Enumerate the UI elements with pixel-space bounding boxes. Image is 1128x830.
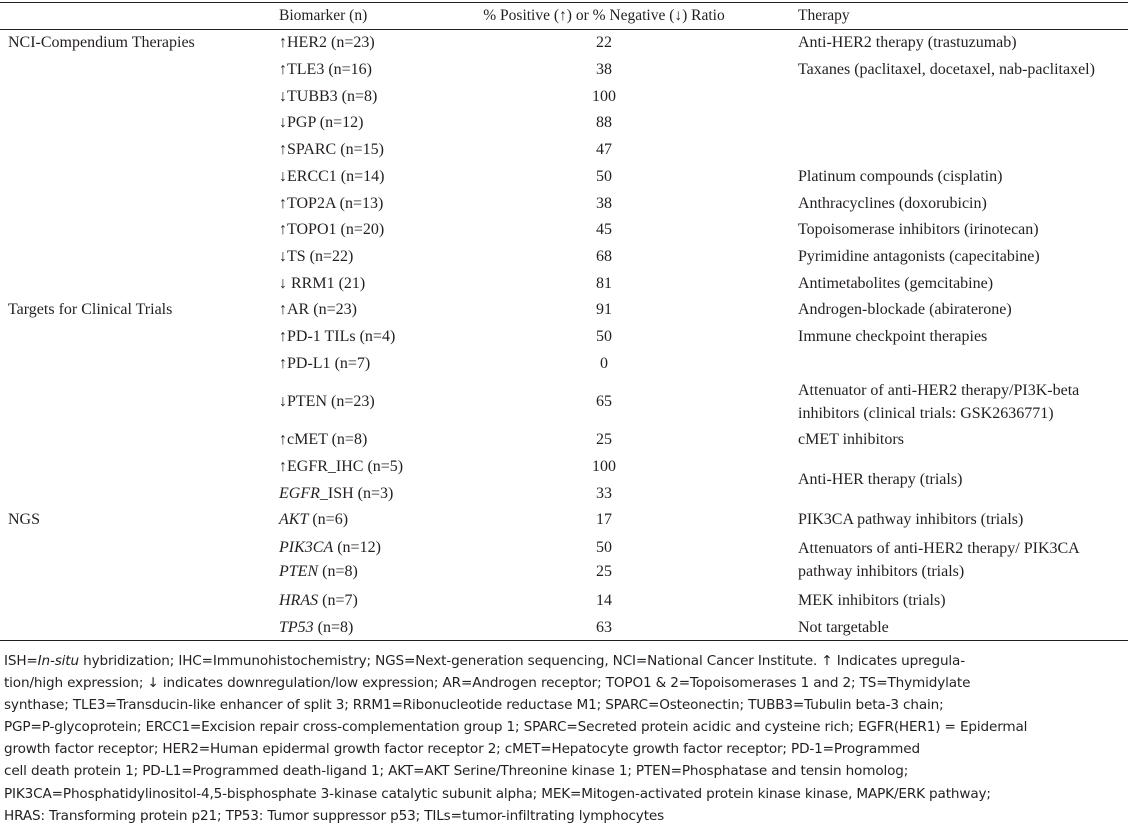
biomarker-name: HRAS xyxy=(279,592,319,609)
therapy-cell: Androgen-blockade (abiraterone) xyxy=(798,301,1012,318)
header-biomarker: Biomarker (n) xyxy=(279,7,368,24)
footnote-line xyxy=(4,783,1124,805)
biomarker-cell xyxy=(279,272,365,295)
header-ratio: % Positive (↑) or % Negative (↓) Ratio xyxy=(483,7,725,24)
biomarker-cell xyxy=(279,138,384,161)
ratio-value: 38 xyxy=(596,195,612,212)
ratio-value: 14 xyxy=(596,592,612,609)
biomarker-name: PGP xyxy=(287,114,316,131)
therapy-cell: Anti-HER2 therapy (trastuzumab) xyxy=(798,34,1017,51)
therapy-cell: PIK3CA pathway inhibitors (trials) xyxy=(798,511,1024,528)
direction-arrow: ↑ xyxy=(279,34,287,51)
biomarker-name: PD-L1 xyxy=(287,355,331,372)
direction-arrow: ↓ xyxy=(279,88,287,105)
direction-arrow: ↑ xyxy=(279,141,287,158)
footnote-line xyxy=(4,672,1124,694)
sample-count: (n=15) xyxy=(336,141,384,158)
direction-arrow: ↑ xyxy=(279,61,287,78)
biomarker-name: AKT xyxy=(279,511,309,528)
header-therapy: Therapy xyxy=(798,7,850,24)
therapy-cell: Not targetable xyxy=(798,619,889,636)
sample-count: (n=7) xyxy=(330,355,371,372)
direction-arrow: ↓ xyxy=(279,275,287,292)
biomarker-name: AR xyxy=(287,301,310,318)
direction-arrow: ↓ xyxy=(279,168,287,185)
ratio-value: 33 xyxy=(596,485,612,502)
footnote-text: PGP=P-glycoprotein; ERCC1=Excision repair cross-complementation group 1; SPARC=Secreted protein acidic and cysteine rich; EGFR(HER1) = Epidermal xyxy=(4,719,1028,736)
footnote-text: ISH= xyxy=(4,653,38,669)
footnote-line xyxy=(4,694,1124,716)
direction-arrow: ↑ xyxy=(279,221,287,238)
therapy-cell: Platinum compounds (cisplatin) xyxy=(798,168,1003,185)
biomarker-cell xyxy=(279,111,363,134)
sample-count: (n=5) xyxy=(363,458,404,475)
footnote-line xyxy=(4,650,1124,672)
biomarker-name: TUBB3 xyxy=(287,88,338,105)
footnote-text: HRAS: Transforming protein p21; TP53: Tumor suppressor p53; TILs=tumor-infiltrating lymphocytes xyxy=(4,807,665,824)
sample-count: (n=23) xyxy=(309,301,357,318)
sample-count: (n=8) xyxy=(313,619,354,636)
biomarker-name: RRM1 xyxy=(287,275,335,292)
biomarker-cell xyxy=(279,536,381,559)
ratio-value: 91 xyxy=(596,301,612,318)
biomarker-cell xyxy=(279,508,348,531)
biomarker-name: cMET xyxy=(287,431,328,448)
sample-count: (n=8) xyxy=(318,563,358,580)
therapy-cell: Antimetabolites (gemcitabine) xyxy=(798,275,994,292)
sample-count: (n=12) xyxy=(333,539,381,556)
sample-count: (n=7) xyxy=(318,592,358,609)
footnote-text: In-situ xyxy=(37,653,79,669)
sample-count: (n=8) xyxy=(327,431,368,448)
biomarker-name: PTEN xyxy=(279,563,319,580)
sample-count: (n=16) xyxy=(324,61,373,78)
group-label: NGS xyxy=(8,511,41,528)
sample-count: (n=14) xyxy=(336,168,385,185)
ratio-value: 45 xyxy=(596,221,612,238)
therapy-cell: Attenuators of anti-HER2 therapy/ PIK3CA pathway inhibitors (trials) xyxy=(798,540,1079,580)
direction-arrow: ↓ xyxy=(279,393,287,410)
biomarker-name: TP53 xyxy=(279,619,314,636)
footnote-text: growth factor receptor; HER2=Human epidermal growth factor receptor 2; cMET=Hepatocyte growth factor receptor; PD-1=Programmed xyxy=(4,741,920,758)
ratio-value: 68 xyxy=(596,248,612,265)
ratio-value: 81 xyxy=(596,275,612,292)
sample-count: _ISH (n=3) xyxy=(319,485,394,502)
direction-arrow: ↑ xyxy=(279,301,287,318)
biomarker-name: PTEN xyxy=(287,393,327,410)
biomarker-name: EGFR xyxy=(279,485,320,502)
therapy-cell: Topoisomerase inhibitors (irinotecan) xyxy=(798,221,1039,238)
biomarker-cell xyxy=(279,560,358,583)
biomarker-cell xyxy=(279,218,384,241)
sample-count: (21) xyxy=(334,275,366,292)
direction-arrow: ↑ xyxy=(279,458,287,475)
footnote-text: hybridization; IHC=Immunohistochemistry; NGS=Next-generation sequencing, NCI=National Cancer Institute. ↑ Indicates upregula- xyxy=(78,653,965,669)
biomarker-cell xyxy=(279,31,375,54)
footnote-line xyxy=(4,738,1124,760)
biomarker-cell xyxy=(279,352,370,375)
ratio-value: 63 xyxy=(596,619,612,636)
biomarker-name: TOPO1 xyxy=(287,221,337,238)
sample-count: (n=6) xyxy=(308,511,349,528)
ratio-value: 100 xyxy=(592,458,616,475)
biomarker-cell xyxy=(279,325,395,348)
therapy-cell: MEK inhibitors (trials) xyxy=(798,592,946,609)
group-label: NCI-Compendium Therapies xyxy=(8,34,195,51)
biomarker-name: PIK3CA xyxy=(279,539,334,556)
ratio-value: 25 xyxy=(596,563,612,580)
footnote-line xyxy=(4,805,1124,827)
biomarker-name: ERCC1 xyxy=(287,168,337,185)
biomarker-cell xyxy=(279,616,353,639)
ratio-value: 65 xyxy=(596,393,612,410)
therapy-cell: Taxanes (paclitaxel, docetaxel, nab-paclitaxel) xyxy=(798,61,1095,78)
biomarker-cell xyxy=(279,455,403,478)
sample-count: (n=23) xyxy=(327,393,375,410)
biomarker-name: EGFR_IHC xyxy=(287,458,364,475)
direction-arrow: ↑ xyxy=(279,431,287,448)
sample-count: (n=12) xyxy=(315,114,364,131)
footnote-text: tion/high expression; ↓ indicates downregulation/low expression; AR=Androgen receptor; TOPO1 & 2=Topoisomerases 1 and 2; TS=Thymidylate xyxy=(4,675,971,692)
footnote-line xyxy=(4,716,1124,738)
therapy-cell: Attenuator of anti-HER2 therapy/PI3K-beta inhibitors (clinical trials: GSK2636771) xyxy=(798,382,1080,422)
ratio-value: 22 xyxy=(596,34,612,51)
biomarker-name: PD-1 TILs xyxy=(287,328,356,345)
biomarker-cell xyxy=(279,589,358,612)
group-label: Targets for Clinical Trials xyxy=(8,301,173,318)
therapy-cell: cMET inhibitors xyxy=(798,431,904,448)
biomarker-cell xyxy=(279,245,353,268)
sample-count: (n=8) xyxy=(337,88,378,105)
footnote-text: cell death protein 1; PD-L1=Programmed death-ligand 1; AKT=AKT Serine/Threonine kinase 1; PTEN=Phosphatase and tensin homolog; xyxy=(4,763,909,780)
biomarker-name: SPARC xyxy=(287,141,337,158)
biomarker-name: HER2 xyxy=(287,34,327,51)
direction-arrow: ↓ xyxy=(279,248,287,265)
biomarker-cell xyxy=(279,482,393,505)
ratio-value: 50 xyxy=(596,539,612,556)
biomarker-cell xyxy=(279,165,384,188)
biomarker-cell xyxy=(279,85,377,108)
footnote-line xyxy=(4,760,1124,782)
direction-arrow: ↑ xyxy=(279,328,287,345)
direction-arrow: ↓ xyxy=(279,114,287,131)
biomarker-cell xyxy=(279,58,372,81)
ratio-value: 88 xyxy=(596,114,612,131)
therapy-cell: Anthracyclines (doxorubicin) xyxy=(798,195,987,212)
direction-arrow: ↑ xyxy=(279,355,287,372)
footnote-text: PIK3CA=Phosphatidylinositol-4,5-bisphosphate 3-kinase catalytic subunit alpha; MEK=Mitogen-activated protein kinase kinase, MAPK/ERK pathway; xyxy=(4,785,991,802)
ratio-value: 50 xyxy=(596,168,612,185)
biomarker-cell xyxy=(279,192,383,215)
ratio-value: 100 xyxy=(592,88,616,105)
ratio-value: 38 xyxy=(596,61,612,78)
therapy-cell: Immune checkpoint therapies xyxy=(798,328,988,345)
ratio-value: 0 xyxy=(600,355,608,372)
ratio-value: 50 xyxy=(596,328,612,345)
table-top-rule xyxy=(0,2,1128,3)
sample-count: (n=22) xyxy=(305,248,354,265)
biomarker-name: TLE3 xyxy=(287,61,325,78)
biomarker-cell xyxy=(279,428,367,451)
direction-arrow: ↑ xyxy=(279,195,287,212)
biomarker-cell xyxy=(279,390,375,413)
ratio-value: 25 xyxy=(596,431,612,448)
ratio-value: 47 xyxy=(596,141,612,158)
sample-count: (n=23) xyxy=(327,34,375,51)
therapy-cell: Anti-HER therapy (trials) xyxy=(798,471,963,488)
sample-count: (n=4) xyxy=(355,328,396,345)
biomarker-cell xyxy=(279,298,357,321)
therapy-cell: Pyrimidine antagonists (capecitabine) xyxy=(798,248,1040,265)
sample-count: (n=13) xyxy=(335,195,384,212)
header-rule xyxy=(0,29,1128,30)
biomarker-name: TS xyxy=(287,248,306,265)
ratio-value: 17 xyxy=(596,511,612,528)
table-bottom-rule xyxy=(0,640,1128,641)
sample-count: (n=20) xyxy=(336,221,385,238)
footnote-text: synthase; TLE3=Transducin-like enhancer of split 3; RRM1=Ribonucleotide reductase M1; SPARC=Osteonectin; TUBB3=Tubulin beta-3 chain; xyxy=(4,697,944,714)
biomarker-name: TOP2A xyxy=(287,195,336,212)
footnote xyxy=(4,650,1124,827)
